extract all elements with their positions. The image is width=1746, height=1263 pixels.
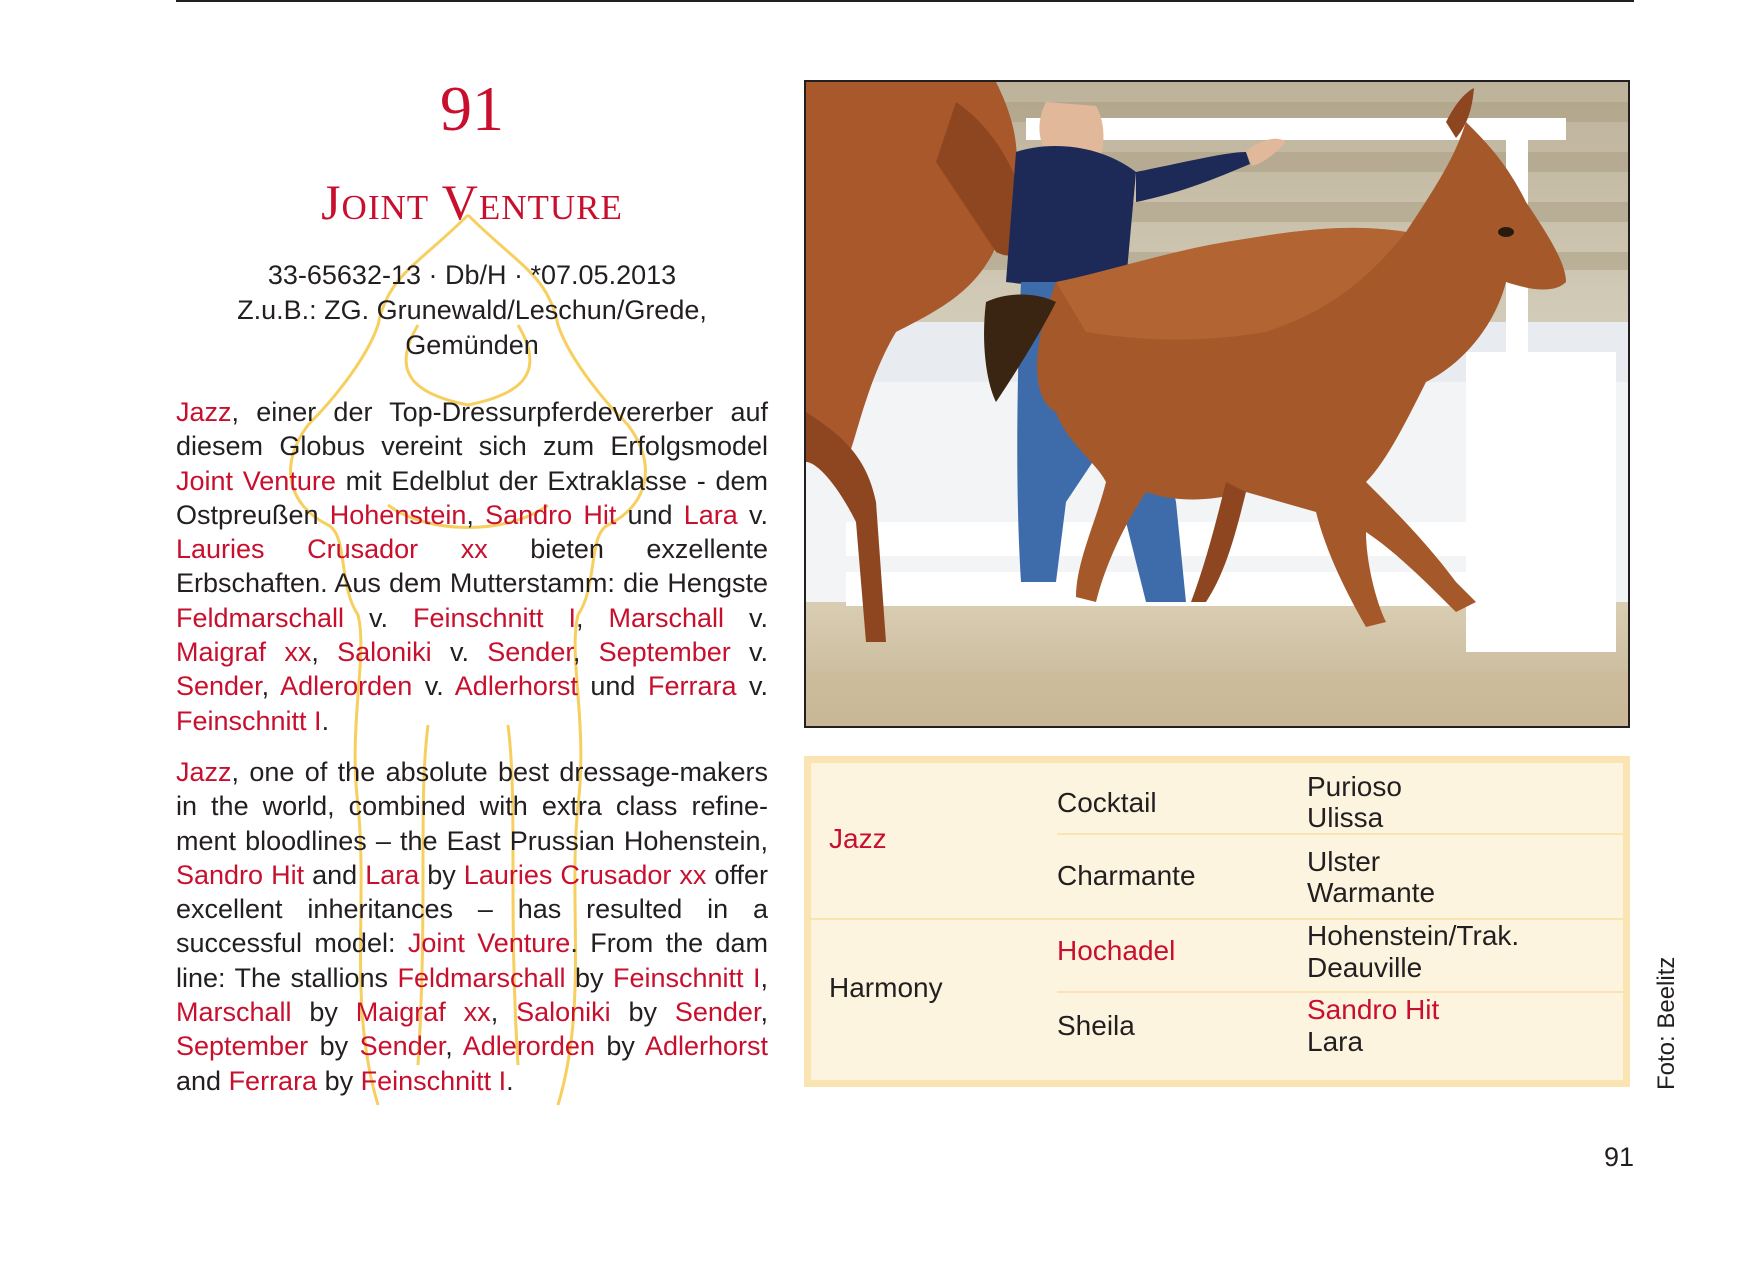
text-run: bieten exzellente Erbschaften. Aus dem Mutterstamm: die Hengste xyxy=(176,534,768,599)
text-run: v. xyxy=(730,637,768,668)
top-rule xyxy=(176,0,1634,2)
text-run: und xyxy=(616,499,684,530)
highlight-name: Joint Venture xyxy=(176,465,336,496)
pedigree-inner xyxy=(811,763,1623,1080)
text-run: v. xyxy=(344,602,413,633)
text-run: mit Edelblut der Extraklasse - dem Ostpreußen xyxy=(176,465,768,530)
pedigree-dd-dam: Lara xyxy=(1307,1026,1364,1057)
highlight-name: Sender xyxy=(359,1031,446,1062)
highlight-name: Maigraf xx xyxy=(176,637,312,668)
highlight-name: Adlerorden xyxy=(280,671,413,702)
pedigree-ss-sire: Purioso xyxy=(1307,771,1402,802)
text-run: by xyxy=(419,859,464,890)
text-run: , one of the absolute best dressage-makers in the world, combined with extra class refinement bloodlines – the East Prussian Hohenstein, xyxy=(176,757,768,856)
highlight-name: Sandro Hit xyxy=(176,859,305,890)
text-run: and xyxy=(176,1065,229,1096)
text-run: by xyxy=(610,997,675,1028)
text-run: und xyxy=(577,671,648,702)
text-run: , xyxy=(311,637,338,668)
highlight-name: Lara xyxy=(365,859,420,890)
highlight-name: Marschall xyxy=(176,997,292,1028)
highlight-name: Feinschnitt I xyxy=(612,962,761,993)
pedigree-ss-dam: Ulissa xyxy=(1307,802,1384,833)
text-run: v. xyxy=(724,602,768,633)
pedigree-dam: Harmony xyxy=(829,972,943,1003)
highlight-name: September xyxy=(176,1031,309,1062)
highlight-name: Hohenstein xyxy=(329,499,467,530)
highlight-name: Adlerhorst xyxy=(454,671,578,702)
text-run: . From the dam line: The stallions xyxy=(176,928,768,993)
description-german xyxy=(176,395,768,738)
text-run: and xyxy=(304,859,366,890)
highlight-name: Saloniki xyxy=(337,637,432,668)
highlight-name: Joint Venture xyxy=(407,928,571,959)
highlight-name: Sandro Hit xyxy=(485,499,617,530)
highlight-name: Feldmarschall xyxy=(397,962,566,993)
text-run: v. xyxy=(412,671,455,702)
pedigree-sire-sire: Cocktail xyxy=(1057,787,1157,818)
highlight-name: Saloniki xyxy=(516,997,611,1028)
highlight-name: Lauries Crusador xx xyxy=(176,534,488,565)
text-run: by xyxy=(291,997,356,1028)
highlight-name: Lauries Crusador xx xyxy=(463,859,707,890)
horse-name: Joint Venture xyxy=(321,174,623,230)
text-run: , xyxy=(261,671,281,702)
horse-photo xyxy=(804,80,1630,728)
text-run: , xyxy=(445,1031,463,1062)
highlight-name: Ferrara xyxy=(228,1065,318,1096)
text-run: , xyxy=(760,962,768,993)
photo-credit: Foto: Beelitz xyxy=(1653,956,1680,1090)
text-run: , xyxy=(576,602,609,633)
text-run: by xyxy=(594,1031,645,1062)
highlight-name: Lara xyxy=(683,499,738,530)
highlight-name: Maigraf xx xyxy=(355,997,491,1028)
highlight-name: Adlerorden xyxy=(462,1031,595,1062)
text-run: , xyxy=(490,997,517,1028)
text-run: . xyxy=(321,705,330,736)
description-english xyxy=(176,755,768,1098)
highlight-name: Feldmarschall xyxy=(176,602,345,633)
highlight-name: Sender xyxy=(487,637,573,668)
text-run: v. xyxy=(737,499,768,530)
pedigree-dd-sire: Sandro Hit xyxy=(1307,994,1440,1025)
registration-line: 33-65632-13 · Db/H · *07.05.2013 xyxy=(267,260,677,290)
highlight-name: Marschall xyxy=(608,602,725,633)
highlight-name: Adlerhorst xyxy=(644,1031,769,1062)
pedigree-table xyxy=(804,756,1630,1087)
highlight-name: Feinschnitt I xyxy=(360,1065,507,1096)
breeder-line: Z.u.B.: ZG. Grunewald/Leschun/Grede, xyxy=(237,295,707,325)
pedigree-sd-sire: Ulster xyxy=(1307,846,1381,877)
pedigree-ds-dam: Deauville xyxy=(1307,952,1423,983)
breeder-location: Gemünden xyxy=(405,330,539,360)
highlight-name: Jazz xyxy=(176,757,232,787)
highlight-name: Feinschnitt I xyxy=(413,602,577,633)
pedigree-sire-dam: Charmante xyxy=(1057,860,1196,891)
text-run: offer excellent inheritances – has resulted in a successful model: xyxy=(176,859,768,959)
pedigree-dam-sire: Hochadel xyxy=(1057,935,1176,966)
highlight-name: Jazz xyxy=(176,397,232,427)
text-run: v. xyxy=(736,671,769,702)
highlight-name: Sender xyxy=(674,997,761,1028)
text-run: by xyxy=(565,962,613,993)
text-run: , xyxy=(572,637,599,668)
page-number: 91 xyxy=(1603,1142,1634,1172)
highlight-name: Ferrara xyxy=(647,671,737,702)
highlight-name: Sender xyxy=(176,671,262,702)
text-run: . xyxy=(506,1065,514,1096)
highlight-name: September xyxy=(598,637,731,668)
horse-details xyxy=(176,258,768,363)
text-run: v. xyxy=(431,637,488,668)
text-run: , xyxy=(466,499,486,530)
highlight-name: Feinschnitt I xyxy=(176,705,322,736)
text-run: by xyxy=(317,1065,361,1096)
pedigree-ds-sire: Hohenstein/Trak. xyxy=(1307,920,1520,951)
pedigree-dam-dam: Sheila xyxy=(1057,1010,1135,1041)
foal-illustration xyxy=(806,82,1628,726)
text-run: , xyxy=(760,997,768,1028)
pedigree-sire: Jazz xyxy=(829,823,887,854)
lot-number: 91 xyxy=(440,73,504,144)
pedigree-sd-dam: Warmante xyxy=(1307,877,1436,908)
text-run: , einer der Top-Dressurpferdevererber auf diesem Globus vereint sich zum Erfolgsmodel xyxy=(176,397,768,462)
text-run: by xyxy=(308,1031,360,1062)
